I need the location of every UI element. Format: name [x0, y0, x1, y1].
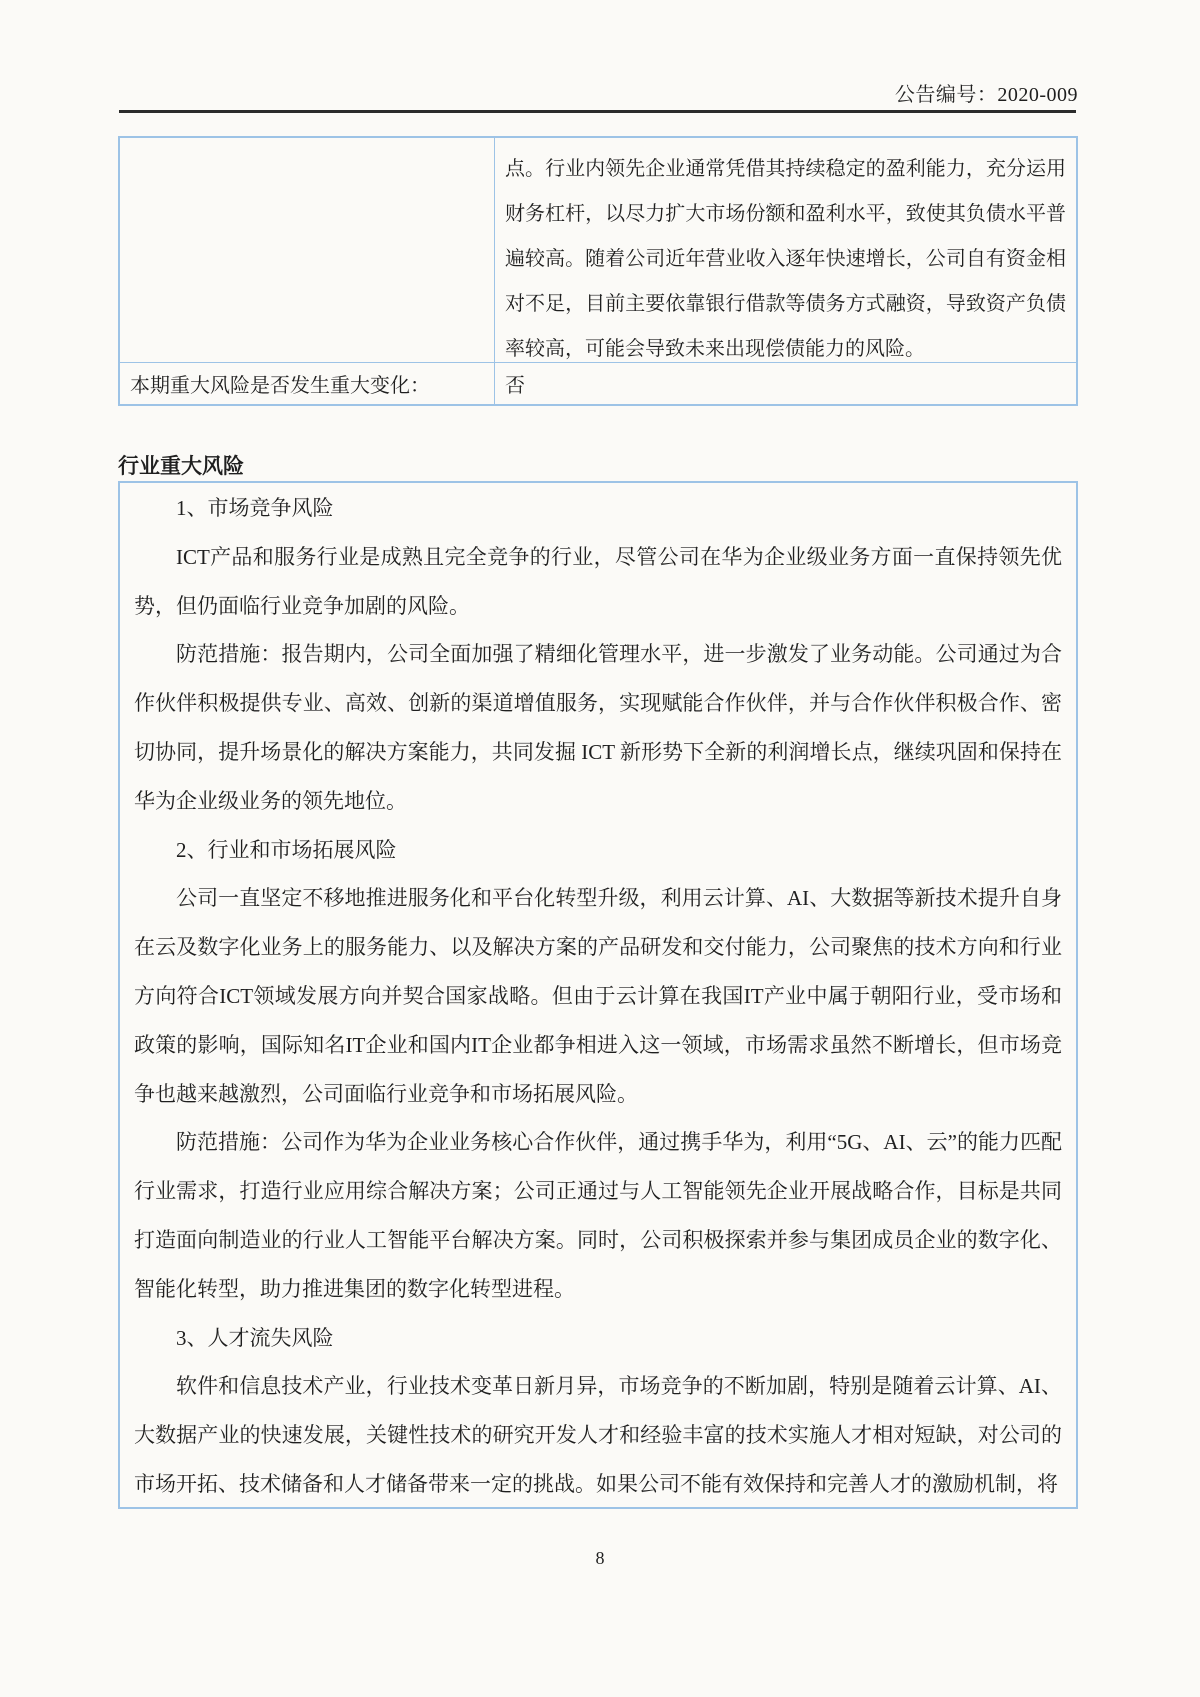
- industry-risk-box: [118, 481, 1078, 1509]
- risk-item-heading: 1、市场竞争风险: [176, 496, 334, 520]
- risk-paragraph: 软件和信息技术产业，行业技术变革日新月异，市场竞争的不断加剧，特别是随着云计算、AI、大数据产业的快速发展，关键性技术的研究开发人才和经验丰富的技术实施人才相对短缺，对公司的市场开拓、技术储备和人才储备带来一定的挑战。如果公司不能有效保持和完善人才的激励机制，将: [134, 1374, 1062, 1496]
- risk-paragraph: 防范措施：公司作为华为企业业务核心合作伙伴，通过携手华为，利用“5G、AI、云”的能力匹配行业需求，打造行业应用综合解决方案；公司正通过与人工智能领先企业开展战略合作，目标是共同打造面向制造业的行业人工智能平台解决方案。同时，公司积极探索并参与集团成员企业的数字化、智能化转型，助力推进集团的数字化转型进程。: [134, 1130, 1062, 1301]
- table-cell-row2-label: 本期重大风险是否发生重大变化：: [120, 362, 494, 404]
- header-rule: [119, 110, 1076, 113]
- table-cell-row1-value: [494, 138, 1076, 362]
- risk-item-heading: 3、人才流失风险: [176, 1325, 334, 1350]
- risk-paragraph: ICT产品和服务行业是成熟且完全竞争的行业，尽管公司在华为企业级业务方面一直保持领先优势，但仍面临行业竞争加剧的风险。: [134, 544, 1062, 618]
- risk-item-heading: 2、行业和市场拓展风险: [176, 837, 397, 862]
- section-title-industry-risk: 行业重大风险: [118, 454, 244, 478]
- table-cell-row1-label: [120, 138, 494, 362]
- debt-risk-text: 点。行业内领先企业通常凭借其持续稳定的盈利能力，充分运用财务杠杆，以尽力扩大市场份额和盈利水平，致使其负债水平普遍较高。随着公司近年营业收入逐年快速增长，公司自有资金相对不足，目前主要依靠银行借款等债务方式融资，导致资产负债率较高，可能会导致未来出现偿债能力的风险。: [505, 158, 1066, 360]
- table-cell-row2-value: 否: [494, 362, 1076, 404]
- doc-number: 公告编号：2020-009: [894, 84, 1078, 106]
- risk-table: [118, 136, 1078, 406]
- risk-paragraph: 公司一直坚定不移地推进服务化和平台化转型升级，利用云计算、AI、大数据等新技术提升自身在云及数字化业务上的服务能力、以及解决方案的产品研发和交付能力，公司聚焦的技术方向和行业方向符合ICT领域发展方向并契合国家战略。但由于云计算在我国IT产业中属于朝阳行业，受市场和政策的影响，国际知名IT企业和国内IT企业都争相进入这一领域，市场需求虽然不断增长，但市场竞争也越来越激烈，公司面临行业竞争和市场拓展风险。: [134, 886, 1062, 1106]
- risk-paragraph: 防范措施：报告期内，公司全面加强了精细化管理水平，进一步激发了业务动能。公司通过为合作伙伴积极提供专业、高效、创新的渠道增值服务，实现赋能合作伙伴，并与合作伙伴积极合作、密切协同，提升场景化的解决方案能力，共同发掘 ICT 新形势下全新的利润增长点，继续巩固和保持在华为企业级业务的领先地位。: [134, 642, 1062, 813]
- page-number: 8: [595, 1548, 605, 1568]
